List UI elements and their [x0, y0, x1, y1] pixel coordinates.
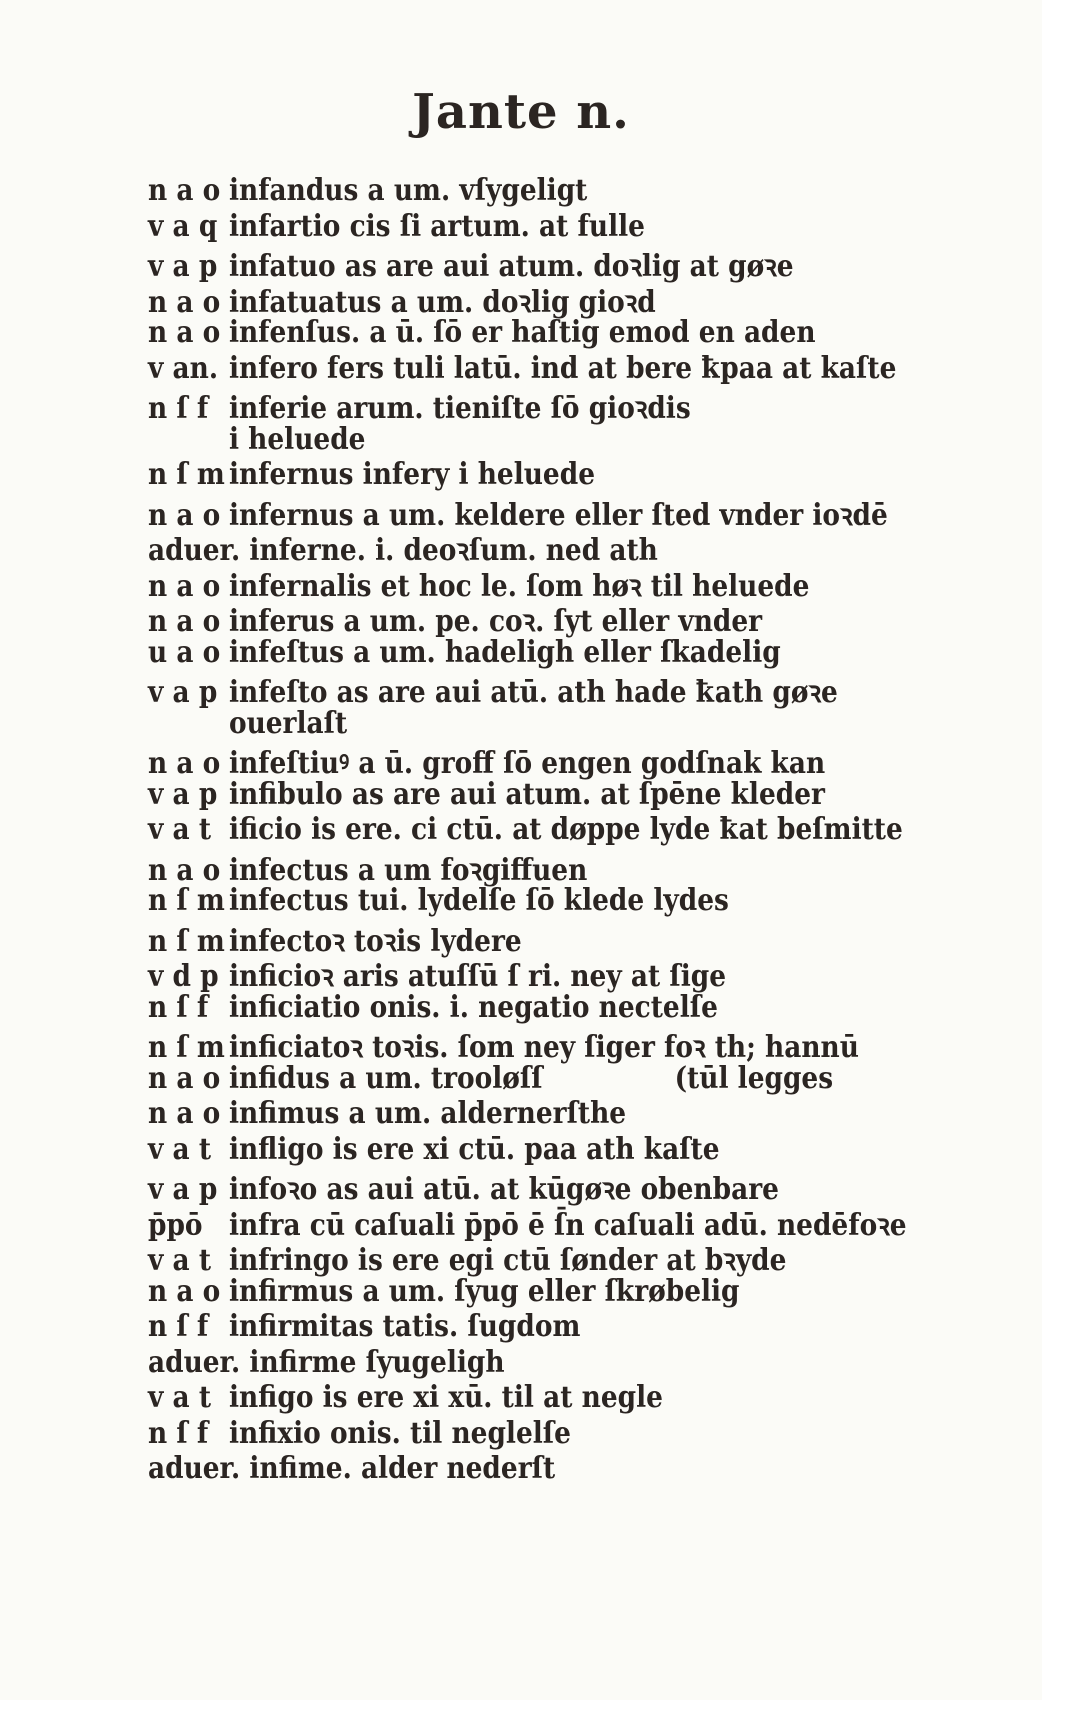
dictionary-entries: [148, 173, 922, 1487]
entry-text: infernalis et hoc le. ſom høꝛ til heluede: [228, 568, 810, 604]
entry-grammar-code: v a p: [148, 776, 218, 812]
entry-grammar-code: v a t: [148, 812, 212, 847]
entry-grammar-code: n ſ f: [148, 989, 209, 1025]
entry-text: infectoꝛ toꝛis lydere: [228, 923, 522, 959]
entry-grammar-code: v a q: [148, 208, 218, 244]
entry: [148, 670, 922, 710]
entry-grammar-code: n a o: [148, 1060, 221, 1096]
entry-text: infeſto as are aui atū. ath hade ꝁath gøꝛe: [228, 675, 838, 710]
entry-grammar-code: v a p: [148, 1172, 218, 1207]
entry: [148, 1096, 922, 1132]
entry: [148, 1025, 922, 1065]
entry: [148, 848, 922, 888]
entry-text: infero fers tuli latū. ind at bere ꝁpaa at kaſte: [228, 350, 897, 386]
entry: [148, 777, 922, 813]
running-head: Jante n.: [412, 84, 630, 140]
entry: [148, 1203, 922, 1243]
entry-grammar-code: v a t: [148, 1380, 212, 1415]
entry-text: ificio is ere. ci ctū. at døppe lyde ꝁat beſmitte: [228, 812, 903, 847]
entry-grammar-code: n a o: [148, 1096, 221, 1131]
entry: [148, 1132, 922, 1168]
entry-grammar-code: n a o: [148, 746, 221, 781]
entry-text: inficiatio onis. i. negatio nectelſe: [228, 989, 718, 1025]
scan-margin: [1042, 0, 1073, 1718]
entry: [148, 1309, 922, 1345]
entry-text: infibulo as are aui atum. at ſpēne kleder: [228, 776, 825, 812]
entry-grammar-code: p̄pō: [148, 1207, 203, 1243]
entry-grammar-code: n ſ m: [148, 1030, 225, 1065]
entry-text: aduer. infirme ſyugeligh: [148, 1344, 505, 1380]
entry-text: infectus tui. lydelſe ſō klede lydes: [228, 883, 729, 918]
entry-grammar-code: v a t: [148, 1131, 212, 1167]
entry-grammar-code: n ſ m: [148, 923, 225, 959]
entry-text: infligo is ere xi ctū. paa ath kaſte: [228, 1131, 720, 1167]
entry-text: inficiatoꝛ toꝛis. ſom ney ſiger foꝛ th; hannū: [228, 1030, 859, 1065]
entry: [148, 244, 922, 284]
entry-text: ouerlaſt: [228, 705, 348, 741]
entry-grammar-code: n a o: [148, 852, 221, 888]
entry-grammar-code: n ſ m: [148, 457, 225, 492]
entry: [148, 457, 922, 493]
entry-text: inferus a um. pe. coꝛ. ſyt eller vnder: [228, 604, 763, 639]
entry-text: infidus a um. trooløſſ: [228, 1060, 543, 1096]
entry-grammar-code: n ſ f: [148, 1309, 209, 1344]
entry-grammar-code: n a o: [148, 568, 221, 604]
entry: [148, 351, 922, 387]
entry: [148, 315, 922, 351]
entry-text: infeſtus a um. hadeligh eller ſkadelig: [228, 634, 781, 670]
marginal-addition: (tūl legges: [674, 1060, 834, 1096]
entry: [148, 635, 922, 671]
entry-text: infra cū caſuali p̄pō ē ſ̄n caſuali adū. nedēfoꝛe: [228, 1207, 907, 1243]
entry: [148, 280, 922, 320]
entry: [148, 564, 922, 604]
entry-text: infernus infery i heluede: [228, 457, 595, 492]
entry-text: infandus a um. vſygeligt: [228, 173, 588, 208]
entry-text: infirmus a um. ſyug eller ſkrøbelig: [228, 1273, 740, 1309]
entry: [148, 1061, 922, 1097]
entry-grammar-code: n ſ f: [148, 1415, 209, 1451]
entry-text: infoꝛo as aui atū. at kūgøꝛe obenbare: [228, 1172, 779, 1207]
entry-text: infectus a um foꝛgiffuen: [228, 852, 588, 888]
entry-text: infatuatus a um. doꝛlig gioꝛd: [228, 284, 656, 320]
entry-adverb: [148, 1451, 922, 1487]
entry-grammar-code: n a o: [148, 173, 221, 208]
entry: [148, 812, 922, 848]
entry-text: infartio cis ſi artum. at fulle: [228, 208, 645, 244]
entry-text: infimus a um. aldernerſthe: [228, 1096, 627, 1131]
entry-text: infigo is ere xi xū. til at negle: [228, 1380, 663, 1415]
entry-text: infixio onis. til neglelſe: [228, 1415, 571, 1451]
entry: [148, 741, 922, 781]
entry-text: inficioꝛ aris atuſſū ſ ri. ney at ſige: [228, 959, 727, 994]
entry-text: inferie arum. tieniſte ſō gioꝛdis: [228, 391, 691, 426]
entry-text: infeſtiuꝰ a ū. groff ſō engen godſnak kan: [228, 746, 826, 781]
entry-grammar-code: n a o: [148, 315, 221, 350]
entry: [148, 990, 922, 1026]
entry: [148, 919, 922, 959]
entry: [148, 1167, 922, 1207]
entry-grammar-code: n ſ f: [148, 391, 209, 426]
entry-adverb: [148, 1345, 922, 1381]
entry-grammar-code: v d p: [148, 959, 219, 994]
entry-text: i heluede: [228, 421, 366, 457]
entry-grammar-code: n a o: [148, 604, 221, 639]
entry-text: infatuo as are aui atum. doꝛlig at gøꝛe: [228, 249, 794, 284]
entry: [148, 493, 922, 533]
entry-grammar-code: n ſ m: [148, 883, 225, 918]
entry: [148, 386, 922, 426]
entry-text: infenſus. a ū. ſō er haſtig emod en aden: [228, 315, 816, 350]
entry-grammar-code: v a t: [148, 1243, 212, 1278]
entry-text: aduer. infime. alder nederſt: [148, 1451, 556, 1486]
entry: [148, 173, 922, 209]
entry-grammar-code: n a o: [148, 284, 221, 320]
entry: [148, 1416, 922, 1452]
entry-grammar-code: v a p: [148, 249, 218, 284]
entry: [148, 1274, 922, 1310]
entry-grammar-code: v an.: [148, 350, 219, 386]
entry-grammar-code: n a o: [148, 1273, 221, 1309]
entry-grammar-code: u a o: [148, 634, 221, 670]
entry: [148, 1380, 922, 1416]
entry-grammar-code: n a o: [148, 497, 221, 533]
entry-text: aduer. inferne. i. deoꝛſum. ned ath: [148, 533, 658, 568]
entry-text: infernus a um. keldere eller ſted vnder ioꝛdē: [228, 497, 888, 533]
entry: [148, 209, 922, 245]
entry-grammar-code: v a p: [148, 675, 218, 710]
entry: [148, 883, 922, 919]
entry: [148, 954, 922, 994]
entry-text: infringo is ere egi ctū ſønder at bꝛyde: [228, 1243, 787, 1278]
entry-text: infirmitas tatis. ſugdom: [228, 1309, 581, 1344]
